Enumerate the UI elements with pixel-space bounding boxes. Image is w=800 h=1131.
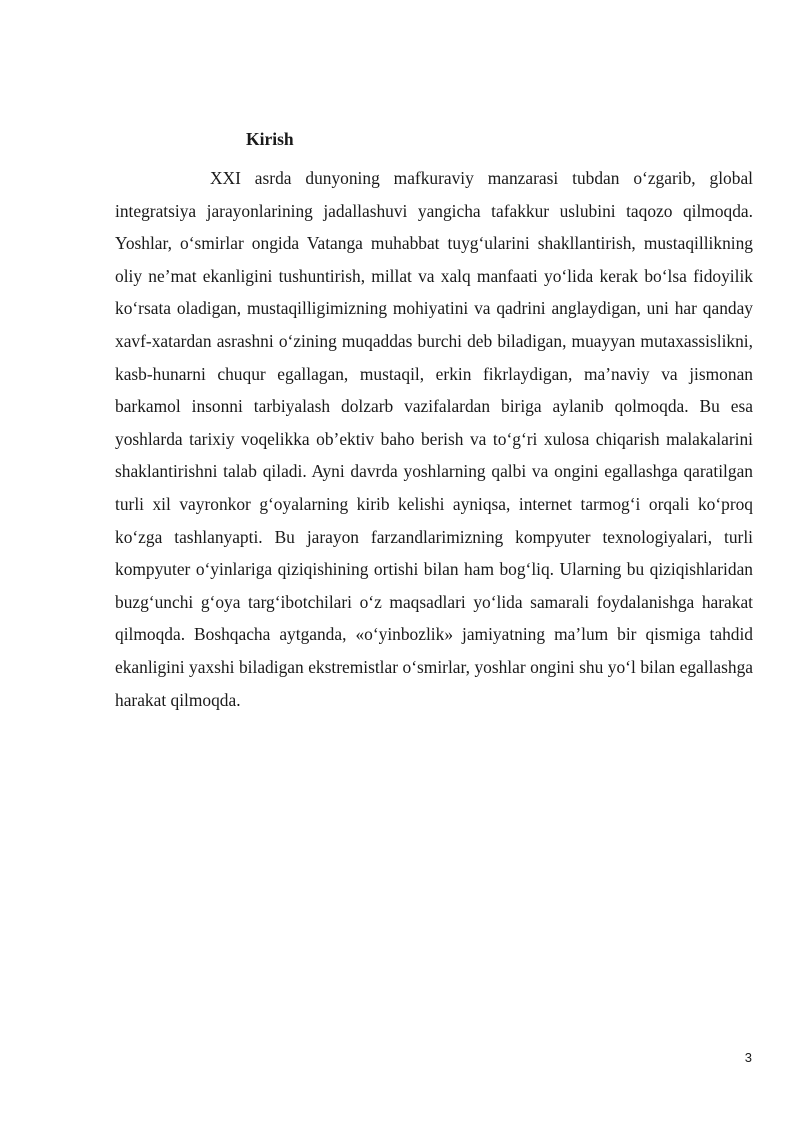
body-paragraph: XXI asrda dunyoning mafkuraviy manzarasi tubdan o‘zgarib, global integratsiya jarayonlarining jadallashuvi yangicha tafakkur uslubini taqozo qilmoqda. Yoshlar, o‘smirlar ongida Vatanga muhabbat tuyg‘ularini shakllantirish, mustaqillikning oliy ne’mat ekanligini tushuntirish, millat va xalq manfaati yo‘lida kerak bo‘lsa fidoyilik ko‘rsata oladigan, mustaqilligimizning mohiyatini va qadrini anglaydigan, uni har qanday xavf-xatardan asrashni o‘zining muqaddas burchi deb biladigan, muayyan mutaxassislikni, kasb-hunarni chuqur egallagan, mustaqil, erkin fikrlaydigan, ma’naviy va jismonan barkamol insonni tarbiyalash dolzarb vazifalardan biriga aylanib qolmoqda. Bu esa yoshlarda tarixiy voqelikka ob’ektiv baho berish va to‘g‘ri xulosa chiqarish malakalarini shaklantirishni talab qiladi. Ayni davrda yoshlarning qalbi va ongini egallashga qaratilgan turli xil vayronkor g‘oyalarning kirib kelishi ayniqsa, internet tarmog‘i orqali ko‘proq ko‘zga tashlanyapti. Bu jarayon farzandlarimizning kompyuter texnologiyalari, turli kompyuter o‘yinlariga qiziqishining ortishi bilan ham bog‘liq. Ularning bu qiziqishlaridan buzg‘unchi g‘oya targ‘ibotchilari o‘z maqsadlari yo‘lida samarali foydalanishga harakat qilmoqda. Boshqacha aytganda, «o‘yinbozlik» jamiyatning ma’lum bir qismiga tahdid ekanligini yaxshi biladigan ekstremistlar o‘smirlar, yoshlar ongini shu yo‘l bilan egallashga harakat qilmoqda. xyxy=(115,168,753,710)
page-number: 3 xyxy=(744,1050,752,1065)
section-heading: Kirish xyxy=(246,129,294,149)
